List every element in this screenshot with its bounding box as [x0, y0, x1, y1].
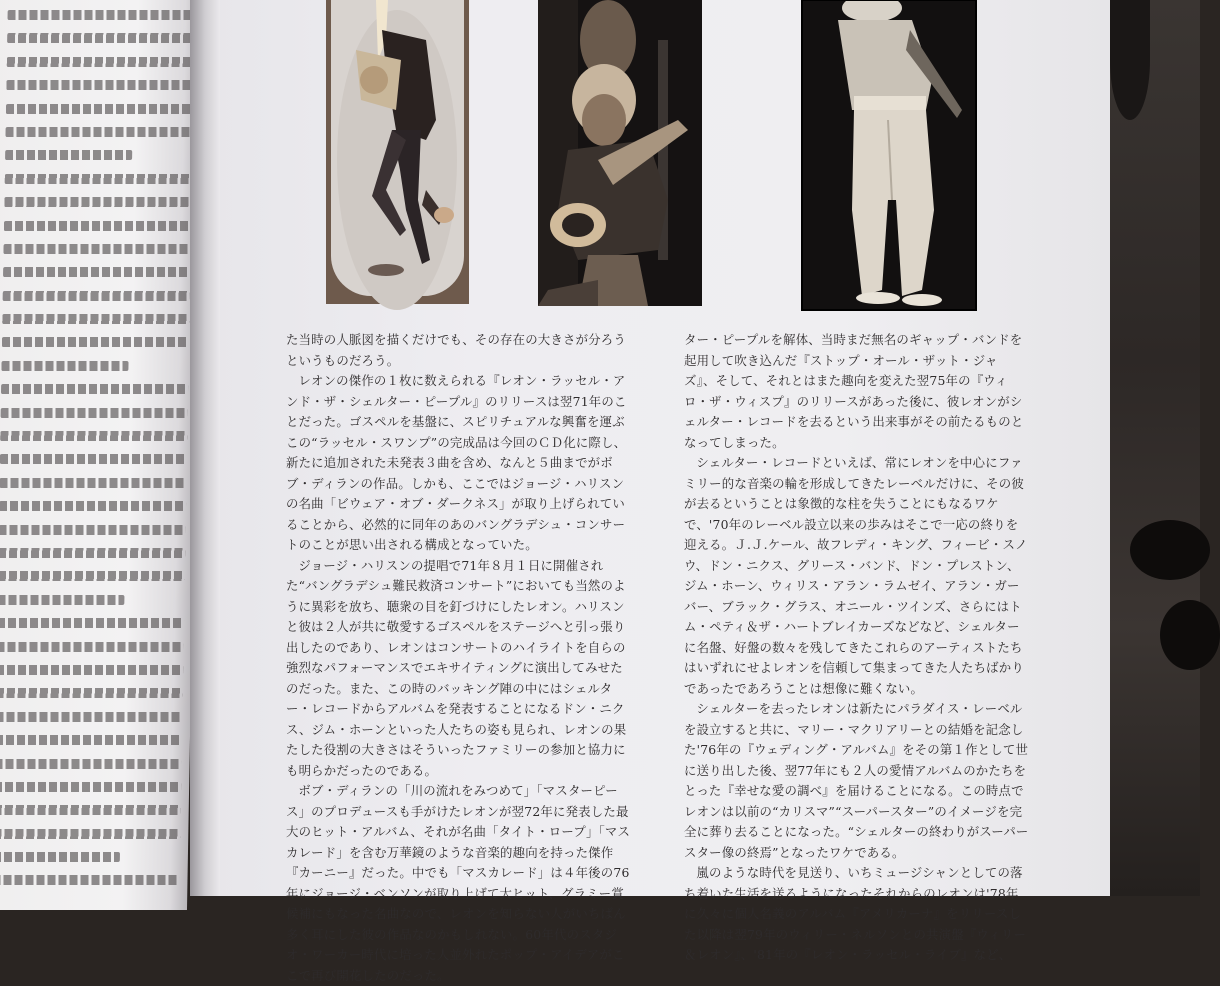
dark-shape	[1130, 520, 1210, 580]
paragraph: た当時の人脈図を描くだけでも、その存在の大きさが分ろうというものだろう。	[286, 332, 626, 368]
left-page-text-lines	[0, 10, 195, 899]
photo-2	[538, 0, 702, 306]
paragraph: シェルター・レコードといえば、常にレオンを中心にファミリー的な音楽の輪を形成してきたレーベルだけに、その彼が去るということは象徴的な柱を失うことにもなるワケで、'70年のレーベル設立以来の歩みはそこで一応の終りを迎える。Ｊ.Ｊ.ケール、故フレディ・キング、フィービ・スノウ、ドン・ニクス、グリース・バンド、ドン・プレストン、ジム・ホーン、ウィリス・アラン・ラムゼイ、アラン・ガーバー、ブラック・グラス、オニール・ツインズ、さらにはトム・ペティ＆ザ・ハートブレイカーズなどなど、シェルターに名盤、好盤の数々を残してきたこれらのアーティストたちはいずれにせよレオンを信頼して集まってきた人たちばかりであったであろうことは想像に難くない。	[684, 455, 1028, 696]
photo-1	[326, 0, 469, 304]
dark-shape-2	[1160, 600, 1220, 670]
background-right	[1100, 0, 1200, 896]
paragraph: レオンの傑作の１枚に数えられる『レオン・ラッセル・アンド・ザ・シェルター・ピープル』のリリースは翌71年のことだった。ゴスペルを基盤に、スピリチュアルな興奮を運ぶこの“ラッセル・スワンプ”の完成品は今回のＣＤ化に際し、新たに追加された未発表３曲を含め、なんと５曲までがボブ・ディランの作品。しかも、ここではジョージ・ハリスンの名曲「ビウェア・オブ・ダークネス」が取り上げられていることから、必然的に同年のあのバングラデシュ・コンサートのことが思い出される構成となっていた。	[286, 373, 627, 552]
left-page	[0, 0, 203, 910]
article-column-right	[684, 330, 1029, 966]
article-column-left	[286, 330, 634, 986]
paragraph: ター・ピープルを解体、当時まだ無名のギャップ・バンドを起用して吹き込んだ『ストップ・オール・ザット・ジャズ』、そして、それとはまた趣向を変えた翌75年の『ウィロ・ザ・ウィスプ』のリリースがあった後に、彼レオンがシェルター・レコードを去るという出来事がその前たるものとなってしまった。	[684, 332, 1024, 450]
paragraph: ボブ・ディランの「川の流れをみつめて」「マスターピース」のプロデュースも手がけたレオンが翌72年に発表した最大のヒット・アルバム、それが名曲「タイト・ロープ」「マスカレード」を含む万華鏡のような音楽的趣向を持った傑作『カーニー』だった。中でも「マスカレード」は４年後の76年にジョージ・ベンソンが取り上げて大ヒット、グラミー賞候補にもなった名曲なので、レオンを知らない人がいちばん多く耳にした彼の作品なのかもしれない。60年代のスタジオ・ワーカー時代に培った人並外れたポップ・アイデアがここで再び開花したのだった。	[286, 783, 631, 983]
paragraph: 嵐のような時代を見送り、いちミュージシャンとしての落ち着いた生活を送るようになったそれからのレオンは'78年に久々に個人名義のアルバム『アメリカーナ』をリリースした以降は翌79年のウィリー・ネルソンとの共演盤『ウィリー＆レオン』、'81年の『レオン・ラッセル・ライブ』など、	[684, 865, 1027, 962]
paragraph: ジョージ・ハリスンの提唱で71年８月１日に開催された“バングラデシュ難民救済コンサート”においても当然のように異彩を放ち、聴衆の目を釘づけにしたレオン。ハリスンと彼は２人が共に敬愛するゴスペルをステージへと引っ張り出したのであり、レオンはコンサートのハイライトを自らの強烈なパフォーマンスでエキサイティングに演出してみせたのだった。また、この時のバッキング陣の中にはシェルター・レコードからアルバムを発表することになるドン・ニクス、ジム・ホーンといった人たちの姿も見られ、レオンの果たした役割の大きさはそういったファミリーの参加と協力にも明らかだったのである。	[286, 557, 627, 778]
photo-3	[802, 0, 976, 310]
book-gutter	[190, 0, 220, 896]
dark-shape-3	[1110, 0, 1150, 120]
paragraph: シェルターを去ったレオンは新たにパラダイス・レーベルを設立すると共に、マリー・マクリアリーとの結婚を記念した'76年の『ウェディング・アルバム』をその第１作として世に送り出した後、翌77年にも２人の愛情アルバムのかたちをとった『幸せな愛の調べ』を届けることになる。この時点でレオンは以前の“カリスマ”“スーパースター”のイメージを完全に葬り去ることになった。“シェルターの終わりがスーパースター像の終焉”となったワケである。	[684, 701, 1029, 860]
